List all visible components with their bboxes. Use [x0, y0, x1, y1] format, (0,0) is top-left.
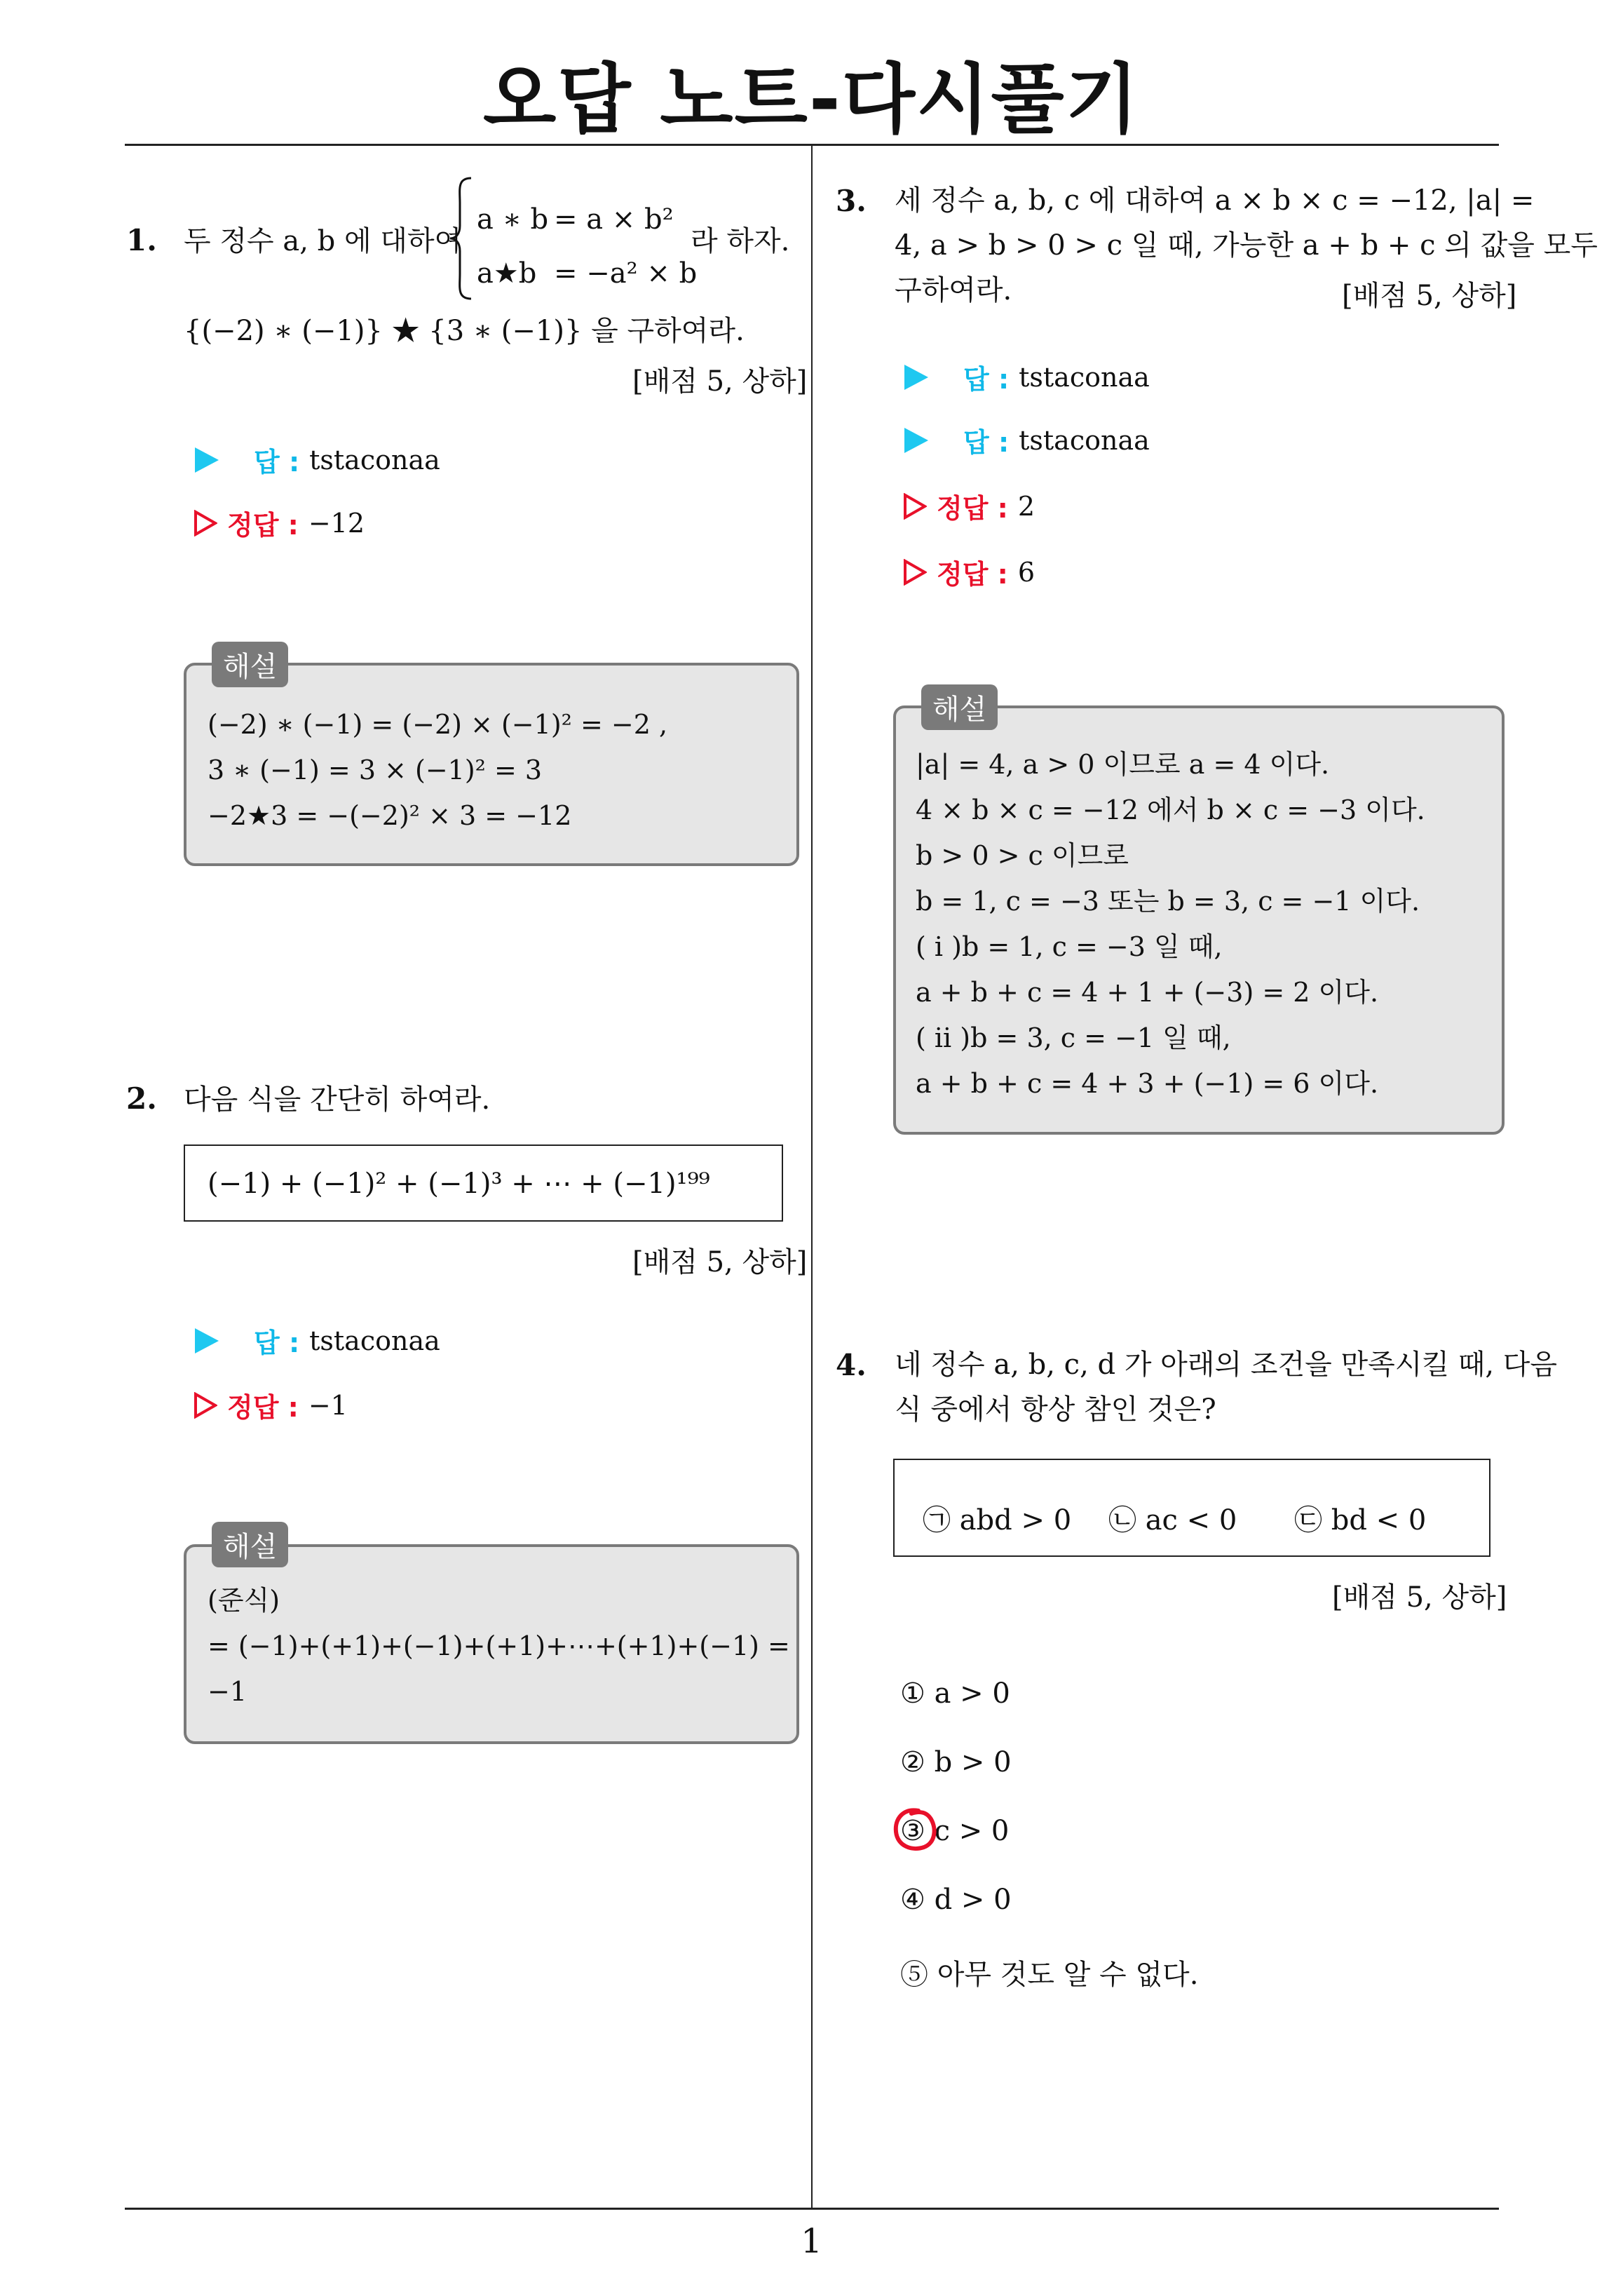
- question-line: 4, a > b > 0 > c 일 때, 가능한 a + b + c 의 값을 모두: [895, 229, 1598, 262]
- answer-label: 답 :: [254, 447, 300, 478]
- question-line: 식 중에서 항상 참인 것은?: [895, 1393, 1216, 1426]
- solution-line: 3 ∗ (−1) = 3 × (−1)² = 3: [208, 755, 543, 785]
- student-answer-row: [195, 440, 440, 479]
- outline-triangle-icon: [193, 510, 217, 536]
- question-number: 2.: [126, 1081, 157, 1116]
- question-lead: 두 정수 a, b 에 대하여: [184, 225, 462, 257]
- question-text: 다음 식을 간단히 하여라.: [184, 1083, 491, 1116]
- solution-box: [893, 705, 1505, 1135]
- solution-box: [184, 1544, 799, 1744]
- solution-line: 4 × b × c = −12 에서 b × c = −3 이다.: [916, 795, 1425, 825]
- solution-line: ( ii )b = 3, c = −1 일 때,: [916, 1022, 1231, 1053]
- question-line: 네 정수 a, b, c, d 가 아래의 조건을 만족시킬 때, 다음: [895, 1349, 1558, 1381]
- solution-line: −1: [208, 1676, 247, 1707]
- student-answer: tstaconaa: [309, 444, 440, 475]
- student-answer: tstaconaa: [309, 1325, 440, 1356]
- choice-3[interactable]: ③ c > 0: [900, 1815, 1010, 1847]
- student-answer: tstaconaa: [1019, 424, 1150, 456]
- solution-line: a + b + c = 4 + 3 + (−1) = 6 이다.: [916, 1068, 1379, 1099]
- solution-line: ( i )b = 1, c = −3 일 때,: [916, 931, 1223, 962]
- question-number: 4.: [836, 1348, 867, 1382]
- choice-5[interactable]: ⑤ 아무 것도 알 수 없다.: [900, 1959, 1199, 1991]
- answer-label: 답 :: [254, 1328, 300, 1358]
- choice-4[interactable]: ④ d > 0: [900, 1884, 1012, 1916]
- outline-triangle-icon: [903, 559, 927, 586]
- solution-line: b > 0 > c 이므로: [916, 840, 1129, 871]
- correct-answer-row: [193, 504, 365, 542]
- student-answer-row: [904, 421, 1150, 459]
- correct-answer-row: [903, 487, 1035, 525]
- correct-label: 정답 :: [937, 493, 1008, 524]
- definition-2-rhs: = −a² × b: [554, 257, 698, 290]
- score-label: [배점 5, 상하]: [1332, 1581, 1507, 1614]
- definition-1-lhs: a ∗ b: [477, 203, 549, 236]
- solution-line: −2★3 = −(−2)² × 3 = −12: [208, 800, 572, 831]
- correct-answer: 2: [1017, 490, 1035, 522]
- condition: ㉠ abd > 0: [923, 1504, 1072, 1537]
- page-number: 1: [801, 2222, 822, 2261]
- correct-answer: −12: [308, 507, 365, 539]
- correct-label: 정답 :: [937, 559, 1008, 590]
- question-tail: 라 하자.: [691, 225, 790, 257]
- definition-brace: [447, 175, 475, 304]
- solution-line: (준식): [208, 1585, 280, 1616]
- play-triangle-icon: [195, 447, 219, 473]
- play-triangle-icon: [904, 365, 928, 390]
- score-label: [배점 5, 상하]: [632, 1246, 808, 1278]
- solution-tag: 해설: [921, 684, 998, 730]
- correct-answer: 6: [1017, 556, 1035, 588]
- score-label: [배점 5, 상하]: [1342, 280, 1517, 312]
- correct-label: 정답 :: [227, 510, 299, 541]
- answer-label: 답 :: [963, 427, 1010, 458]
- solution-line: a + b + c = 4 + 1 + (−3) = 2 이다.: [916, 977, 1379, 1008]
- student-answer-row: [904, 358, 1150, 396]
- condition: ㉢ bd < 0: [1294, 1504, 1427, 1537]
- play-triangle-icon: [904, 428, 928, 453]
- outline-triangle-icon: [903, 493, 927, 520]
- choice-2[interactable]: ② b > 0: [900, 1746, 1012, 1778]
- answer-label: 답 :: [963, 364, 1010, 395]
- score-label: [배점 5, 상하]: [632, 365, 808, 398]
- solution-tag: 해설: [212, 1522, 288, 1567]
- solution-line: = (−1)+(+1)+(−1)+(+1)+⋯+(+1)+(−1) =: [208, 1630, 790, 1661]
- footer-rule: [125, 2208, 1499, 2210]
- column-divider: [811, 144, 813, 2209]
- solution-line: |a| = 4, a > 0 이므로 a = 4 이다.: [916, 749, 1330, 780]
- question-line: 구하여라.: [895, 274, 1012, 306]
- student-answer: tstaconaa: [1019, 361, 1150, 393]
- outline-triangle-icon: [193, 1392, 217, 1419]
- correct-answer-row: [903, 553, 1035, 591]
- selected-choice-circle: [890, 1805, 941, 1858]
- question-number: 1.: [126, 223, 157, 257]
- solution-line: b = 1, c = −3 또는 b = 3, c = −1 이다.: [916, 886, 1420, 917]
- question-line: 세 정수 a, b, c 에 대하여 a × b × c = −12, |a| =: [895, 184, 1535, 217]
- page-title: 오답 노트-다시풀기: [482, 56, 1141, 144]
- solution-line: (−2) ∗ (−1) = (−2) × (−1)² = −2 ,: [208, 709, 668, 740]
- question-text: {(−2) ∗ (−1)} ★ {3 ∗ (−1)} 을 구하여라.: [184, 315, 745, 347]
- correct-answer: −1: [308, 1389, 348, 1421]
- solution-box: [184, 663, 799, 866]
- correct-answer-row: [193, 1386, 348, 1424]
- expression-box: [184, 1144, 783, 1222]
- conditions-box: [893, 1459, 1490, 1557]
- play-triangle-icon: [195, 1328, 219, 1353]
- question-number: 3.: [836, 184, 867, 218]
- correct-label: 정답 :: [227, 1392, 299, 1423]
- solution-tag: 해설: [212, 642, 288, 687]
- definition-1-rhs: = a × b²: [554, 203, 674, 236]
- condition: ㉡ ac < 0: [1108, 1504, 1237, 1537]
- expression: (−1) + (−1)² + (−1)³ + ⋯ + (−1)¹⁹⁹: [208, 1168, 710, 1200]
- choice-1[interactable]: ① a > 0: [900, 1677, 1010, 1710]
- definition-2-lhs: a★b: [477, 257, 537, 290]
- student-answer-row: [195, 1321, 440, 1360]
